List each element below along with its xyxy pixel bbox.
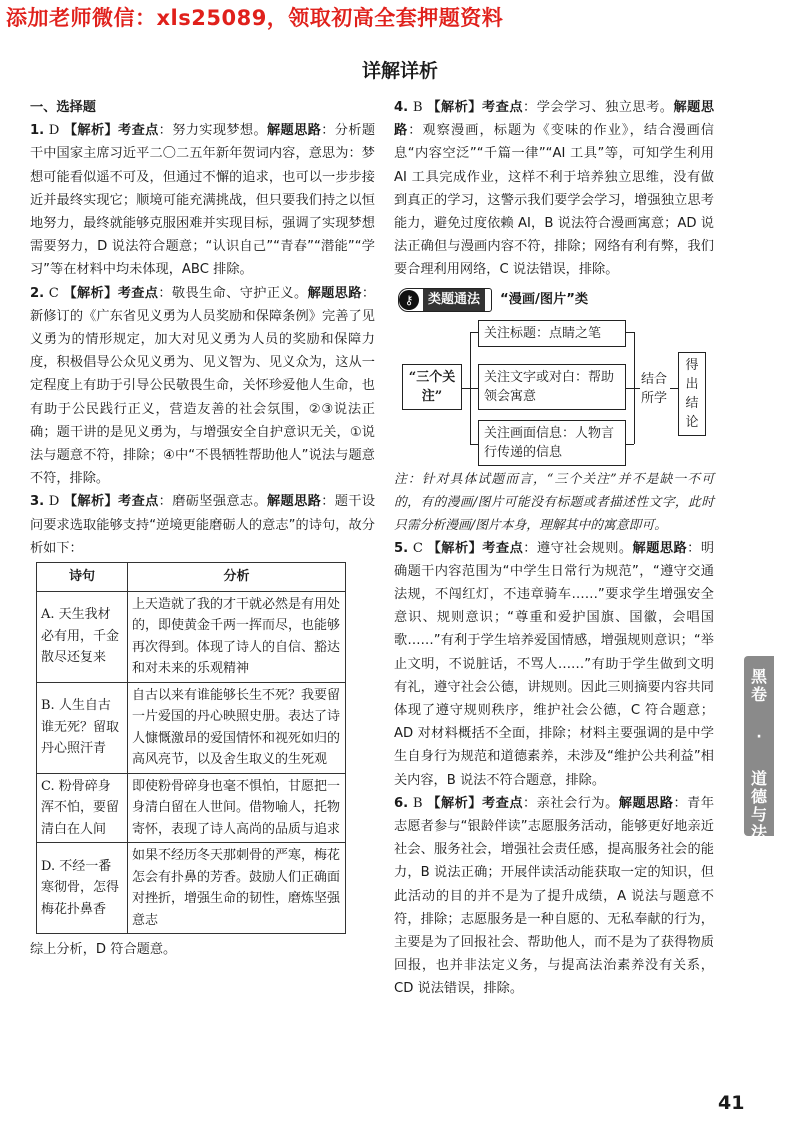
answer-letter: C (412, 540, 423, 556)
key-point-label: 考查点 (481, 795, 524, 811)
diagram-left-box: “三个关注” (402, 364, 462, 410)
key-point-label: 考查点 (117, 285, 159, 301)
key-point: ：学会学习、独立思考。 (523, 100, 674, 115)
key-point: ：亲社会行为。 (523, 795, 619, 811)
solution-label: 解题思路 (632, 540, 688, 556)
key-point: ：努力实现梦想。 (158, 123, 268, 139)
left-column (30, 96, 375, 961)
solution-label: 解题思路 (618, 795, 674, 811)
question-number: 3. (30, 494, 45, 510)
side-tab-text: 黑卷 · 道德与法治 (750, 667, 767, 860)
key-point-label: 考查点 (118, 123, 159, 139)
table-row (37, 591, 346, 682)
right-column (394, 96, 714, 1001)
answer-letter: B (412, 795, 423, 811)
diagram-item-box: 关注画面信息：人物言行传递的信息 (478, 420, 626, 466)
subject-side-tab (744, 656, 774, 860)
table-cell: 如果不经历冬天那刺骨的严寒，梅花怎会有扑鼻的芳香。鼓励人们正确面对挫折，增强生命的韧性，磨炼坚强意志 (128, 843, 346, 934)
question-4 (394, 96, 714, 282)
connector-line (670, 388, 678, 389)
tip-label: 类题通法 (423, 289, 485, 311)
table-header-row (37, 563, 346, 592)
answer-letter: C (48, 285, 59, 301)
key-point: ：遵守社会规则。 (523, 540, 633, 556)
solution-text: ：明确题干内容范围为“中学生日常行为规范”，“遵守交通法规，不闯红灯，不违章骑车……”要求学生增强安全意识、规则意识；“尊重和爱护国旗、国徽，会唱国歌……”有利于学生培养爱国情感，增强规则意识；“举止文明，不说脏话，不骂人……”有助于学生做到文明有礼，遵守社会公德，讲规则。因此三则摘要内容共同体现了遵守规则秩序，维护社会公德，C 符合题意；AD 对材料概括不全面，排除；材料主要强调的是中学生自身行为规范和道德素养，未涉及“维护公共利益”相关内容，B 说法不符合题意，排除。 (394, 540, 715, 788)
connector-line (470, 444, 478, 445)
diagram-item-box: 关注文字或对白：帮助领会寓意 (478, 364, 626, 410)
solution-text: ：青年志愿者参与“银龄伴读”志愿服务活动，能够更好地亲近社会、服务社会，增强社会责任感，提高服务社会的能力，B 说法正确；开展伴读活动能获取一定的知识，但此活动的目的并不是为了提升成绩，A 说法与题意不符，排除；志愿服务是一种自愿的、无私奉献的行为，主要是为了回报社会、帮助他人，而不是为了获得物质回报，也并非法定义务，与提高法治素养没有关系，CD 说法错误，排除。 (394, 795, 715, 997)
solution-text: ：分析题干中国家主席习近平二〇二五年新年贺词内容，意思为：梦想可能看似遥不可及，但通过不懈的追求，也可以一步步接近并最终实现它；顺境可能充满挑战，但只要我们持之以恒地努力，最终就能够克服困难并实现目标，强调了实现梦想需要努力，D 说法符合题意；“认识自己”“青春”“潜能”“学习”等在材料中均未体现，ABC 排除。 (30, 123, 376, 278)
key-point-label: 考查点 (481, 100, 524, 115)
connector-line (626, 332, 634, 333)
table-cell: 即使粉骨碎身也毫不惧怕，甘愿把一身清白留在人世间。借物喻人，托物寄怀，表现了诗人高尚的品质与追求 (128, 773, 346, 843)
promo-banner (0, 0, 800, 34)
diagram-result-box: 得出结论 (678, 352, 706, 436)
answer-letter: D (48, 123, 60, 139)
poem-analysis-table (36, 562, 346, 934)
table-cell: A. 天生我材必有用，千金散尽还复来 (37, 591, 128, 682)
analysis-tag: 【解析】 (427, 100, 482, 115)
analysis-tag: 【解析】 (427, 540, 483, 556)
question-number: 6. (394, 795, 409, 811)
solution-text: ：题干设问要求选取能够支持“逆境更能磨砺人的意志”的诗句，故分析如下： (30, 494, 376, 556)
diagram-join-text: 结合所学 (640, 371, 667, 406)
question-3-conclusion: 综上分析，D 符合题意。 (30, 942, 177, 958)
table-row (37, 682, 346, 773)
key-point: ：磨砺坚强意志。 (158, 494, 268, 510)
question-number: 5. (394, 540, 409, 556)
analysis-tag: 【解析】 (427, 795, 482, 811)
tip-title: “漫画/图片”类 (500, 292, 589, 308)
question-5 (394, 537, 714, 792)
question-number: 2. (30, 285, 45, 301)
table-row (37, 773, 346, 843)
connector-line (626, 444, 634, 445)
method-tip (398, 288, 714, 312)
solution-label: 解题思路 (267, 123, 322, 139)
analysis-tag: 【解析】 (63, 123, 119, 139)
question-number: 1. (30, 123, 45, 139)
key-point: ：敬畏生命、守护正义。 (158, 285, 308, 301)
connector-line (626, 388, 634, 389)
table-cell: D. 不经一番寒彻骨，怎得梅花扑鼻香 (37, 843, 128, 934)
table-cell: B. 人生自古谁无死？留取丹心照汗青 (37, 682, 128, 773)
tip-badge (398, 288, 492, 312)
table-header: 分析 (128, 563, 346, 592)
solution-label: 解题思路 (394, 100, 715, 139)
table-cell: 上天造就了我的才干就必然是有用处的，即使黄金千两一挥而尽，也能够再次得到。体现了诗人的自信、豁达和对未来的乐观精神 (128, 591, 346, 682)
answer-letter: D (48, 494, 60, 510)
analysis-tag: 【解析】 (63, 494, 119, 510)
table-cell: 自古以来有谁能够长生不死？我要留一片爱国的丹心映照史册。表达了诗人慷慨激昂的爱国情怀和视死如归的高风亮节，以及舍生取义的生死观 (128, 682, 346, 773)
connector-line (462, 388, 470, 389)
question-1 (30, 119, 375, 281)
note-text: 注：针对具体试题而言，“三个关注”并不是缺一不可的，有的漫画/图片可能没有标题或者描述性文字，此时只需分析漫画/图片本身，理解其中的寓意即可。 (394, 471, 714, 533)
solution-text: ：新修订的《广东省见义勇为人员奖励和保障条例》完善了见义勇为的情形规定，加大对见义勇为人员的奖励和保障力度，积极倡导公众见义勇为、见义智为、见义众为，这从一定程度上有助于引导公民敬畏生命，关怀珍爱他人生命，也有助于公民践行正义，营造友善的社会氛围，②③说法正确；题干讲的是见义勇为，与增强安全自护意识无关，①说法与题意不符，排除；④中“不畏牺牲帮助他人”说法与题意不符，排除。 (30, 285, 375, 487)
question-number: 4. (394, 100, 409, 115)
answer-letter: B (412, 100, 423, 115)
key-point-label: 考查点 (482, 540, 524, 556)
page-title: 详解详析 (361, 60, 438, 82)
analysis-tag: 【解析】 (63, 285, 118, 301)
solution-label: 解题思路 (307, 285, 362, 301)
connector-line (470, 388, 478, 389)
table-header: 诗句 (37, 563, 128, 592)
key-icon: ⚷ (399, 290, 419, 310)
connector-line (470, 332, 478, 333)
page-number: 41 (718, 1092, 745, 1114)
diagram-item-box: 关注标题：点睛之笔 (478, 320, 626, 347)
question-6 (394, 792, 714, 1001)
solution-text: ：观察漫画，标题为《变味的作业》，结合漫画信息“内容空泛”“千篇一律”“AI 工具”等，可知学生利用 AI 工具完成作业，这样不利于培养独立思维，没有做到真正的学习，这警示我们要学会学习，增强独立思考能力，避免过度依赖 AI，B 说法符合漫画寓意；AD 说法正确但与漫画内容不符，排除；网络有利有弊，我们要合理利用网络，C 说法错误，排除。 (394, 123, 714, 278)
question-2 (30, 282, 375, 491)
table-row (37, 843, 346, 934)
table-cell: C. 粉骨碎身浑不怕，要留清白在人间 (37, 773, 128, 843)
question-3 (30, 490, 375, 560)
key-point-label: 考查点 (118, 494, 159, 510)
banner-text: 添加老师微信：xls25089，领取初高全套押题资料 (6, 6, 504, 30)
solution-label: 解题思路 (267, 494, 322, 510)
method-diagram (394, 318, 714, 464)
section-heading: 一、选择题 (30, 100, 96, 115)
